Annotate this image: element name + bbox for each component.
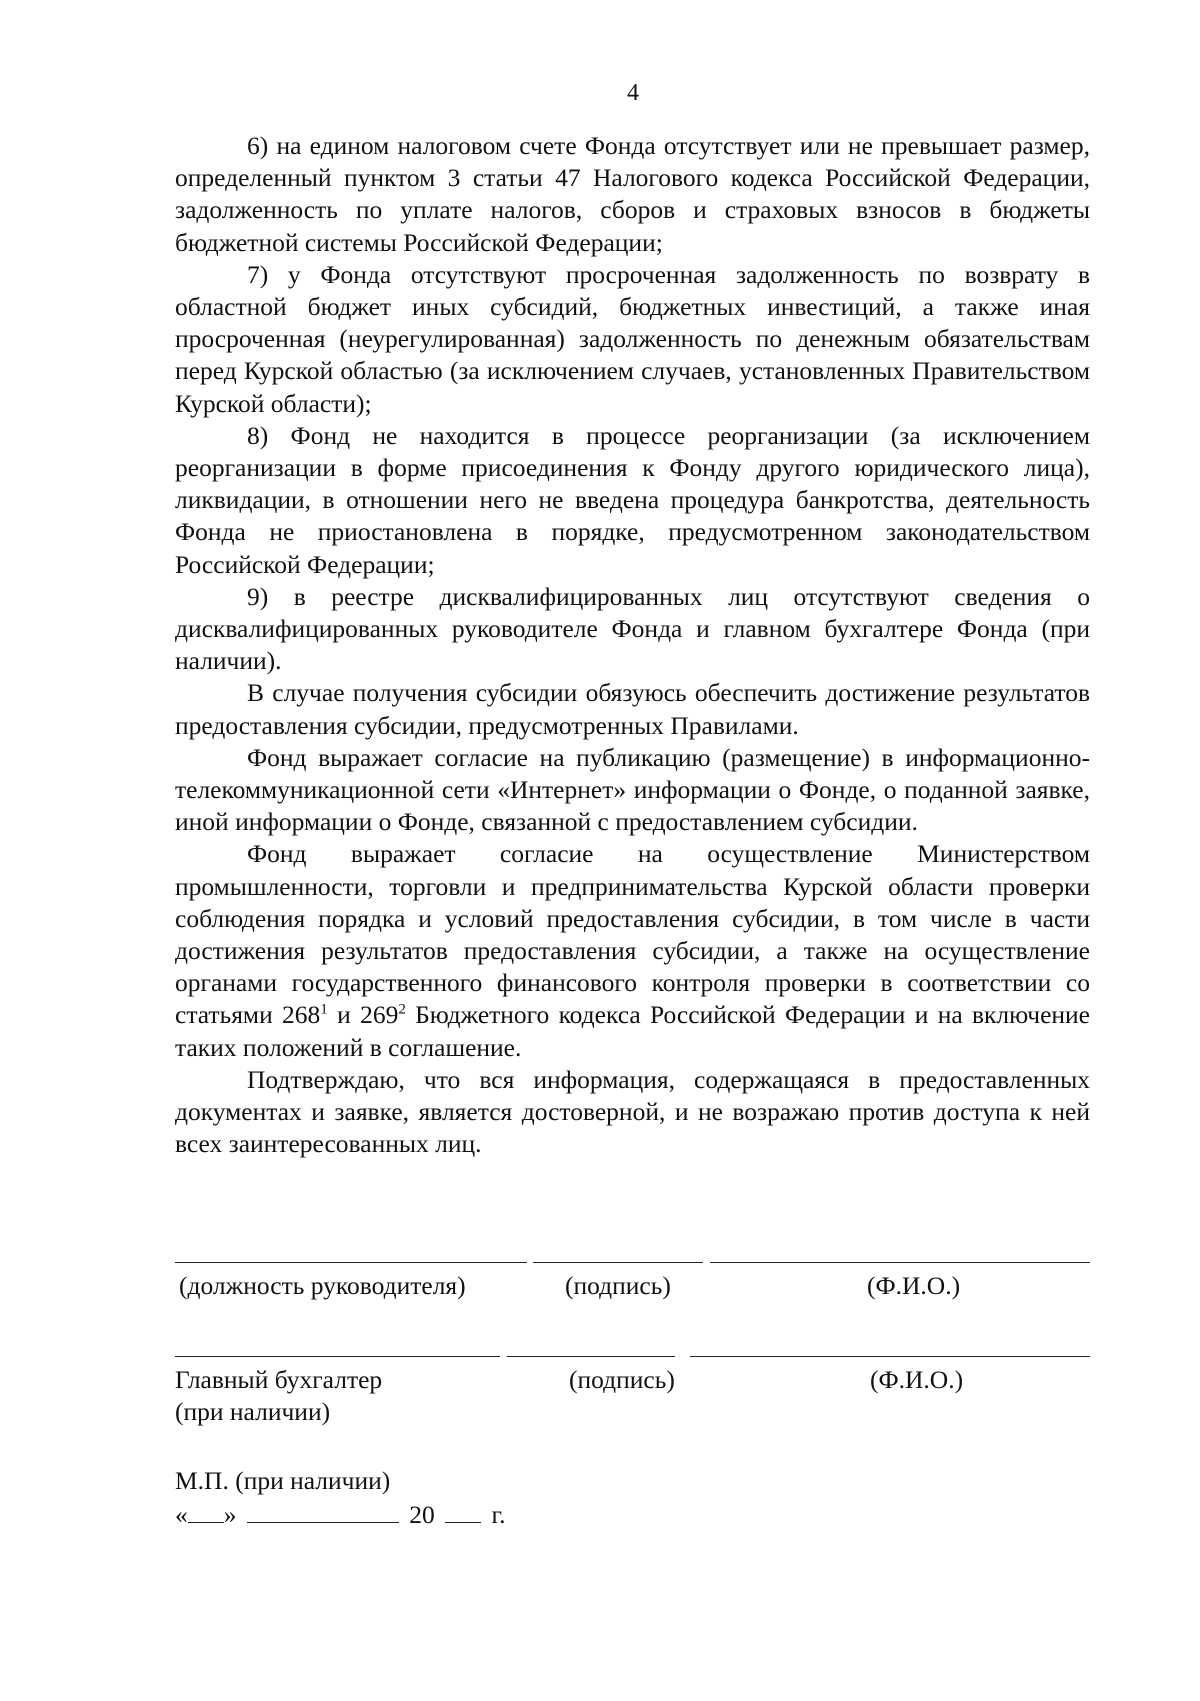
paragraph-results-obligation: В случае получения субсидии обязуюсь обеспечить достижение результатов предоставления субсидии, предусмотренных Правилами.	[175, 678, 1090, 740]
oversight-text-part1: Фонд выражает согласие на осуществление Министерством промышленности, торговли и предпринимательства Курской области проверки соблюдения порядка и условий предоставления субсидии, в том числе в части достижения результатов предоставления субсидии, а также на осуществление органами государственного финансового контроля проверки в соответствии со статьями 268	[175, 839, 1090, 1030]
stamp-label: М.П. (при наличии)	[175, 1466, 391, 1495]
name-caption: (Ф.И.О.)	[870, 1365, 964, 1394]
date-line	[175, 1498, 505, 1532]
date-open-quote: «	[175, 1500, 188, 1529]
year-suffix: г.	[491, 1500, 506, 1529]
day-blank	[188, 1500, 224, 1523]
paragraph-item-8: 8) Фонд не находится в процессе реорганизации (за исключением реорганизации в форме присоединения к Фонду другого юридического лица), ликвидации, в отношении него не введена процедура банкротства, деятельность Фонда не приостановлена в порядке, предусмотренном законодательством Российской Федерации;	[175, 420, 1090, 579]
year-blank	[445, 1500, 481, 1523]
paragraph-publication-consent: Фонд выражает согласие на публикацию (размещение) в информационно-телекоммуникационной сети «Интернет» информации о Фонде, о поданной заявке, иной информации о Фонде, связанной с предоставлением субсидии.	[175, 742, 1090, 837]
stamp-date-block	[175, 1464, 505, 1532]
document-body	[175, 130, 1090, 1161]
name-line	[710, 1262, 1090, 1263]
paragraph-oversight-consent	[175, 838, 1090, 1063]
date-close-quote: »	[223, 1500, 237, 1529]
name-line	[690, 1356, 1090, 1357]
month-blank	[247, 1500, 399, 1523]
accountant-caption-note: (при наличии)	[175, 1397, 331, 1426]
page-number: 4	[627, 80, 639, 106]
paragraph-confirmation: Подтверждаю, что вся информация, содержащаяся в предоставленных документах и заявке, является достоверной, и не возражаю против доступа к ней всех заинтересованных лиц.	[175, 1064, 1090, 1159]
position-line	[175, 1356, 500, 1357]
position-line	[175, 1262, 527, 1263]
signature-block	[175, 1262, 1090, 1462]
paragraph-item-7: 7) у Фонда отсутствуют просроченная задолженность по возврату в областной бюджет иных субсидий, бюджетных инвестиций, а также иная просроченная (неурегулированная) задолженность по денежным обязательствам перед Курской областью (за исключением случаев, установленных Правительством Курской области);	[175, 259, 1090, 418]
paragraph-item-9: 9) в реестре дисквалифицированных лиц отсутствуют сведения о дисквалифицированных руководителе Фонда и главном бухгалтере Фонда (при наличии).	[175, 581, 1090, 676]
year-prefix: 20	[409, 1500, 435, 1529]
signature-line	[507, 1356, 675, 1357]
oversight-text-part3: Бюджетного кодекса Российской Федерации и на включение таких положений в соглашение.	[175, 1000, 1090, 1062]
signature-caption: (подпись)	[565, 1271, 671, 1300]
name-caption: (Ф.И.О.)	[867, 1271, 961, 1300]
oversight-sup-2: 2	[398, 1001, 406, 1018]
signature-caption: (подпись)	[569, 1365, 675, 1394]
paragraph-item-6: 6) на едином налоговом счете Фонда отсутствует или не превышает размер, определенный пунктом 3 статьи 47 Налогового кодекса Российской Федерации, задолженность по уплате налогов, сборов и страховых взносов в бюджеты бюджетной системы Российской Федерации;	[175, 131, 1090, 257]
position-caption: (должность руководителя)	[179, 1271, 466, 1300]
oversight-text-part2: и 269	[327, 1000, 399, 1030]
accountant-caption: Главный бухгалтер	[175, 1365, 383, 1394]
signature-line	[533, 1262, 703, 1263]
oversight-sup-1: 1	[320, 1001, 328, 1018]
